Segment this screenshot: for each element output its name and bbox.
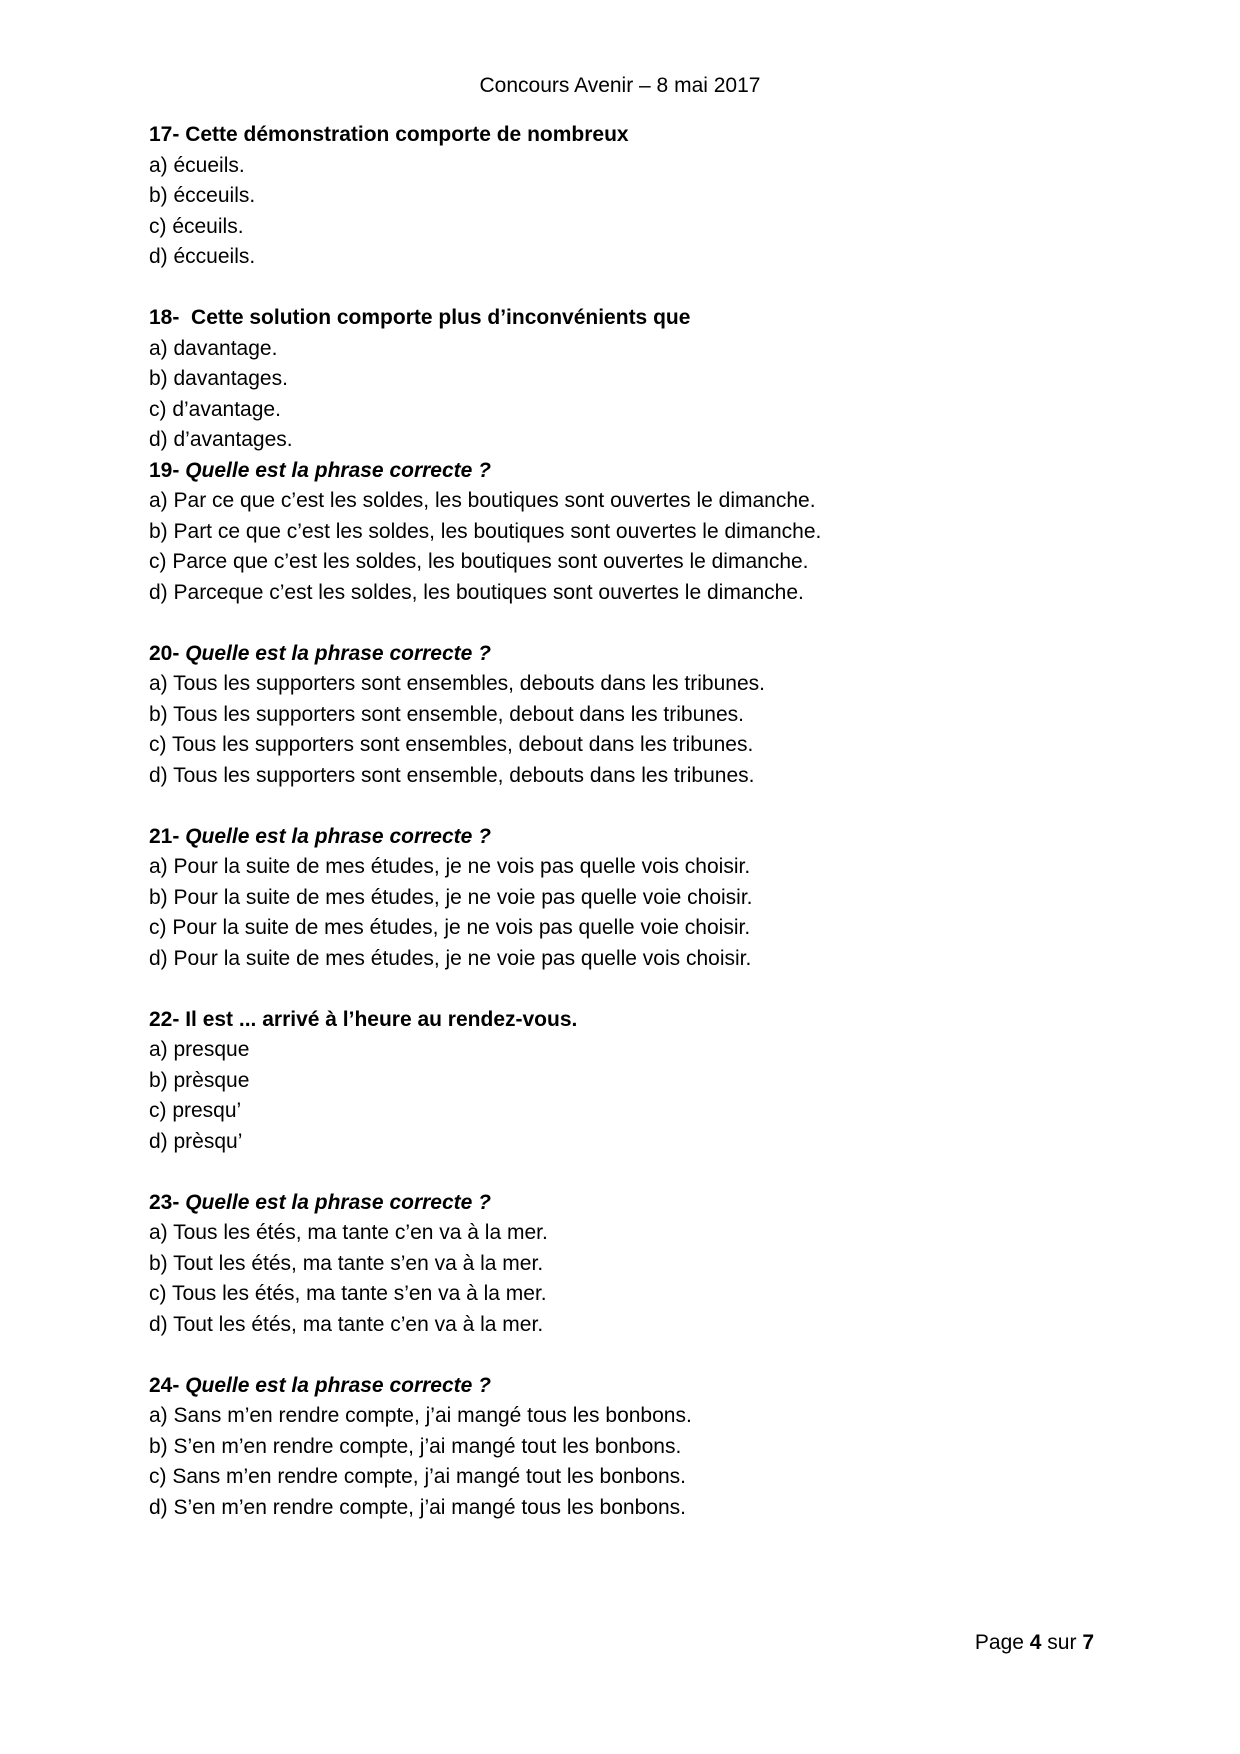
option-a: a) Pour la suite de mes études, je ne vois pas quelle vois choisir. — [149, 855, 751, 878]
question-19 — [149, 456, 1109, 609]
page-label: Page — [974, 1631, 1030, 1654]
option-d: d) Tout les étés, ma tante c’en va à la mer. — [149, 1312, 544, 1336]
header-title: Concours Avenir – 8 mai 2017 — [479, 74, 761, 97]
question-text: Il est ... arrivé à l’heure au rendez-vous. — [185, 1007, 578, 1031]
page-separator: sur — [1041, 1631, 1083, 1654]
option-d: d) éccueils. — [149, 245, 256, 268]
question-title — [149, 303, 1109, 334]
option-d: d) Tous les supporters sont ensemble, debouts dans les tribunes. — [149, 763, 755, 787]
question-number: 23- — [149, 1190, 186, 1214]
question-24 — [149, 1371, 1109, 1524]
question-22 — [149, 1005, 1109, 1158]
option-b: b) Pour la suite de mes études, je ne voie pas quelle voie choisir. — [149, 885, 753, 909]
question-text: Quelle est la phrase correcte ? — [185, 1190, 491, 1214]
option-d: d) S’en m’en rendre compte, j’ai mangé tous les bonbons. — [149, 1495, 686, 1519]
option-c: c) d’avantage. — [149, 397, 281, 421]
question-number: 17- — [149, 123, 186, 146]
question-title — [149, 120, 1109, 151]
option-b: b) Tout les étés, ma tante s’en va à la mer. — [149, 1251, 544, 1275]
question-number: 21- — [149, 824, 186, 848]
question-title — [149, 639, 1109, 670]
question-23 — [149, 1188, 1109, 1341]
question-18 — [149, 303, 1109, 456]
question-number: 20- — [149, 641, 186, 665]
option-a: a) davantage. — [149, 336, 278, 360]
question-title — [149, 456, 1109, 487]
option-b: b) S’en m’en rendre compte, j’ai mangé tout les bonbons. — [149, 1434, 682, 1458]
question-title — [149, 822, 1109, 853]
question-number: 19- — [149, 458, 186, 482]
option-c: c) éceuils. — [149, 214, 244, 238]
page-header — [0, 74, 1240, 98]
option-a: a) presque — [149, 1038, 250, 1061]
question-text: Quelle est la phrase correcte ? — [185, 641, 491, 665]
option-b: b) prèsque — [149, 1068, 250, 1092]
question-text: Quelle est la phrase correcte ? — [185, 824, 491, 848]
question-number: 24- — [149, 1373, 186, 1397]
page-current: 4 — [1029, 1631, 1042, 1654]
option-b: b) davantages. — [149, 367, 288, 390]
option-d: d) prèsqu’ — [149, 1129, 243, 1153]
question-text: Cette démonstration comporte de nombreux — [185, 123, 629, 146]
question-17 — [149, 120, 1109, 273]
page-footer — [0, 1631, 1094, 1655]
option-a: a) Tous les supporters sont ensembles, debouts dans les tribunes. — [149, 672, 765, 695]
option-c: c) Pour la suite de mes études, je ne vois pas quelle voie choisir. — [149, 916, 751, 939]
option-b: b) Part ce que c’est les soldes, les boutiques sont ouvertes le dimanche. — [149, 519, 822, 543]
question-20 — [149, 639, 1109, 792]
question-title — [149, 1188, 1109, 1219]
option-c: c) Tous les supporters sont ensembles, debout dans les tribunes. — [149, 733, 754, 756]
option-c: c) presqu’ — [149, 1099, 242, 1122]
option-c: c) Parce que c’est les soldes, les boutiques sont ouvertes le dimanche. — [149, 550, 809, 573]
option-a: a) écueils. — [149, 153, 245, 177]
option-a: a) Sans m’en rendre compte, j’ai mangé tous les bonbons. — [149, 1404, 692, 1427]
question-number: 18- — [149, 306, 192, 329]
option-a: a) Par ce que c’est les soldes, les boutiques sont ouvertes le dimanche. — [149, 489, 816, 512]
question-21 — [149, 822, 1109, 975]
questions-list — [149, 120, 1109, 1523]
question-text: Quelle est la phrase correcte ? — [185, 458, 491, 482]
question-text: Cette solution comporte plus d’inconvénients que — [191, 306, 691, 329]
question-text: Quelle est la phrase correcte ? — [185, 1373, 491, 1397]
option-d: d) Pour la suite de mes études, je ne voie pas quelle vois choisir. — [149, 946, 752, 970]
option-c: c) Sans m’en rendre compte, j’ai mangé tout les bonbons. — [149, 1465, 686, 1488]
page-total: 7 — [1082, 1631, 1094, 1654]
option-b: b) Tous les supporters sont ensemble, debout dans les tribunes. — [149, 702, 744, 726]
option-d: d) Parceque c’est les soldes, les boutiques sont ouvertes le dimanche. — [149, 580, 804, 604]
question-title — [149, 1371, 1109, 1402]
question-number: 22- — [149, 1007, 186, 1031]
option-b: b) écceuils. — [149, 184, 256, 207]
option-a: a) Tous les étés, ma tante c’en va à la mer. — [149, 1221, 548, 1244]
option-c: c) Tous les étés, ma tante s’en va à la mer. — [149, 1282, 547, 1305]
question-title — [149, 1005, 1109, 1036]
option-d: d) d’avantages. — [149, 428, 293, 451]
